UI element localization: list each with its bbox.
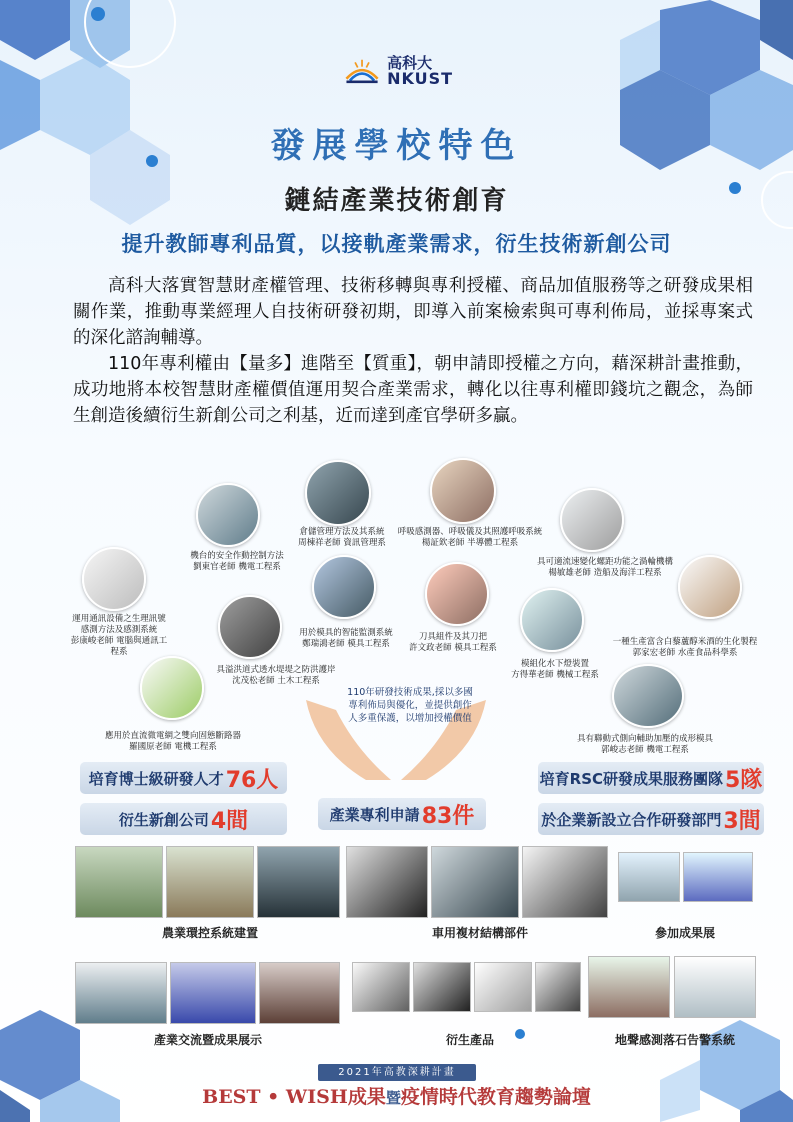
forum-title — [0, 1082, 793, 1109]
feature-caption-3: 呼吸感測器、呼吸儀及其照護呼吸系統 楊証欽老師 半導體工程系 — [397, 527, 543, 548]
photo-car-2 — [431, 846, 519, 918]
page-title: 發展學校特色 — [270, 126, 523, 166]
feature-photo-5 — [82, 547, 146, 611]
feature-caption-7: 刀具組件及其刀把 許文政老師 模具工程系 — [409, 632, 497, 653]
photo-product-2 — [413, 962, 471, 1012]
label-car: 車用複材結構部件 — [431, 926, 528, 940]
photo-agri-3 — [257, 846, 340, 918]
photo-rockfall-1 — [588, 956, 670, 1018]
feature-caption-5: 運用通訊設備之生理訊號 感測方法及感測系統 彭康峻老師 電腦與通訊工 程系 — [70, 614, 168, 657]
photo-rockfall-2 — [674, 956, 756, 1018]
page-subtitle: 鏈結產業技術創育 — [284, 186, 509, 216]
forum-right: 疫情時代教育趨勢論壇 — [400, 1086, 591, 1108]
feature-photo-4 — [560, 488, 624, 552]
center-caption: 110年研發技術成果,採以多國 專利佈局與優化，並提供創作 人多重保護，以增加授權價值 — [347, 687, 473, 724]
feature-caption-11: 應用於直流微電網之雙向固態斷路器 羅國原老師 電機工程系 — [104, 731, 241, 752]
forum-left: BEST • WISH成果 — [202, 1086, 386, 1108]
photo-car-3 — [522, 846, 608, 918]
feature-photo-7 — [425, 562, 489, 626]
logo-cn: 高科大 — [387, 53, 433, 72]
body-text — [73, 273, 753, 429]
stat-rd-departments: 於企業新設立合作研發部門 3間 — [538, 803, 764, 835]
feature-caption-8: 一種生產富含白藜蘆醇米酒的生化製程 郭家宏老師 水產食品科學系 — [612, 637, 758, 658]
label-rockfall: 地聲感測落石告警系統 — [614, 1033, 735, 1047]
feature-photo-1 — [196, 483, 260, 547]
body-paragraph-1: 高科大落實智慧財產權管理、技術移轉與專利授權、商品加值服務等之研發成果相關作業，推動專業經理人自技術研發初期，即導入前案檢索與可專利佈局，並採專案式的深化諮詢輔導。 — [73, 276, 753, 348]
nkust-logo — [343, 50, 453, 92]
page-headline: 提升教師專利品質，以接軌產業需求，衍生技術新創公司 — [121, 232, 672, 256]
feature-photo-8 — [678, 555, 742, 619]
label-agri: 農業環控系統建置 — [161, 926, 258, 940]
label-expo: 參加成果展 — [654, 926, 715, 940]
feature-photo-12 — [612, 664, 684, 728]
stat-patents: 產業專利申請 83件 — [318, 798, 486, 830]
photo-product-3 — [474, 962, 532, 1012]
feature-photo-6 — [312, 555, 376, 619]
photo-car-1 — [346, 846, 428, 918]
feature-photo-3 — [430, 458, 496, 524]
stat-phd-talent: 培育博士級研發人才 76人 — [80, 762, 287, 794]
feature-caption-4: 具可適流速變化螺距功能之渦輪機構 楊敏雄老師 造船及海洋工程系 — [536, 557, 673, 578]
logo-emblem-icon — [343, 54, 381, 88]
logo-en: NKUST — [387, 68, 453, 88]
label-product: 衍生產品 — [445, 1033, 494, 1047]
photo-exchange-3 — [259, 962, 340, 1024]
photo-exchange-2 — [170, 962, 256, 1024]
feature-photo-9 — [218, 595, 282, 659]
label-exchange: 產業交流暨成果展示 — [153, 1033, 262, 1047]
feature-photo-2 — [305, 460, 371, 526]
stat-startups: 衍生新創公司 4間 — [80, 803, 287, 835]
photo-product-1 — [352, 962, 410, 1012]
feature-caption-9: 具溢洪道式透水堤堤之防洪護岸 沈茂松老師 土木工程系 — [216, 665, 336, 686]
feature-caption-1: 機台的安全作動控制方法 劉東官老師 機電工程系 — [190, 551, 284, 572]
photo-expo-1 — [618, 852, 680, 902]
body-paragraph-2: 110年專利權由【量多】進階至【質重】，朝申請即授權之方向，藉深耕計畫推動，成功地將本校智慧財產權價值運用契合產業需求，轉化以往專利權即錢坑之觀念，為師生創造後續衍生新創公司之利基，近而達到產官學研多贏。 — [73, 354, 753, 426]
feature-caption-2: 倉儲管理方法及其系統 周棟祥老師 資訊管理系 — [298, 527, 386, 548]
feature-photo-10 — [520, 588, 584, 652]
stat-rsc-teams: 培育RSC研發成果服務團隊 5隊 — [538, 762, 764, 794]
feature-caption-12: 具有聯動式側向輔助加壓的成形模具 郭峻志老師 機電工程系 — [576, 734, 713, 755]
feature-caption-6: 用於模具的智能監測系統 鄭瑞鴻老師 模具工程系 — [299, 628, 393, 649]
plan-banner: 2021年高教深耕計畫 — [318, 1064, 476, 1081]
photo-product-4 — [535, 962, 581, 1012]
feature-caption-10: 模組化水下燈裝置 方得華老師 機械工程系 — [511, 659, 599, 680]
photo-agri-2 — [166, 846, 254, 918]
photo-exchange-1 — [75, 962, 167, 1024]
photo-agri-1 — [75, 846, 163, 918]
photo-expo-2 — [683, 852, 753, 902]
feature-photo-11 — [140, 656, 204, 720]
forum-mid: 暨 — [385, 1089, 401, 1107]
